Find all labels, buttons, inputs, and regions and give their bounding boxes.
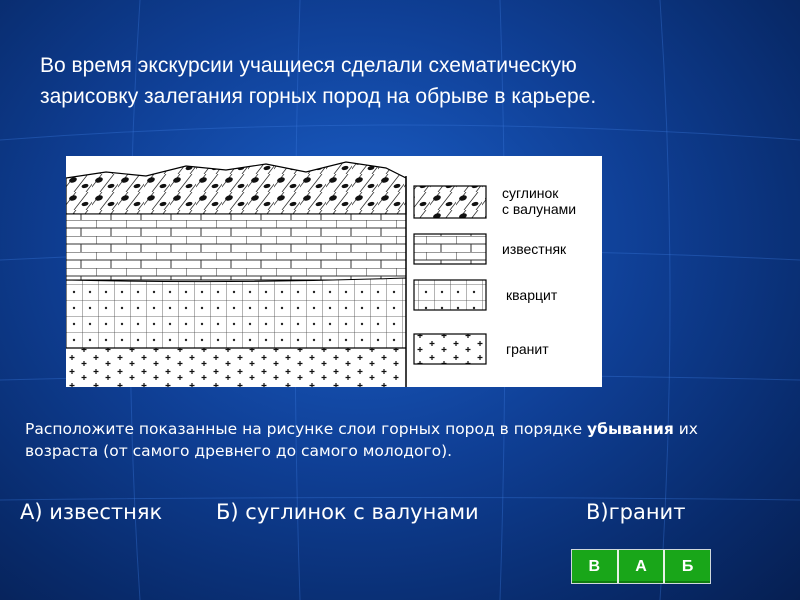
legend-label-limestone: известняк [502, 241, 567, 257]
answer-table [571, 549, 711, 584]
slide-title [40, 50, 770, 112]
legend-label-granite: гранит [506, 341, 549, 357]
rock-layers-diagram [66, 156, 602, 387]
legend-swatch-loam [414, 186, 486, 218]
legend-item-granite [414, 334, 549, 364]
option-b: Б) суглинок с валунами [216, 500, 479, 524]
legend-swatch-quartzite [414, 280, 486, 310]
legend-label-quartzite: кварцит [506, 287, 558, 303]
task-text-before: Расположите показанные на рисунке слои горных пород в порядке [25, 420, 588, 438]
task-emphasis: убывания [587, 420, 674, 438]
title-line-2: зарисовку залегания горных пород на обрыве в карьере. [40, 85, 597, 108]
rock-layers-figure [66, 156, 602, 387]
title-line-1: Во время экскурсии учащиеся сделали схематическую [40, 54, 577, 77]
task-text-after: их возраста (от самого древнего до самого молодого). [25, 420, 698, 460]
option-a: А) известняк [20, 500, 163, 524]
answer-cell-1: В [572, 550, 619, 583]
option-c: В)гранит [586, 500, 686, 524]
legend-label-loam-1: суглинок [502, 185, 559, 201]
answer-options [20, 500, 780, 530]
legend-item-limestone [414, 234, 567, 264]
task-text [25, 418, 765, 462]
legend [414, 185, 576, 364]
legend-item-loam [414, 185, 576, 218]
answer-cell-3: Б [665, 550, 710, 583]
legend-label-loam-2: с валунами [502, 201, 577, 217]
legend-swatch-limestone [414, 234, 486, 264]
legend-swatch-granite [414, 334, 486, 364]
legend-item-quartzite [414, 280, 558, 310]
cross-section [66, 162, 406, 387]
answer-cell-2: А [619, 550, 666, 583]
